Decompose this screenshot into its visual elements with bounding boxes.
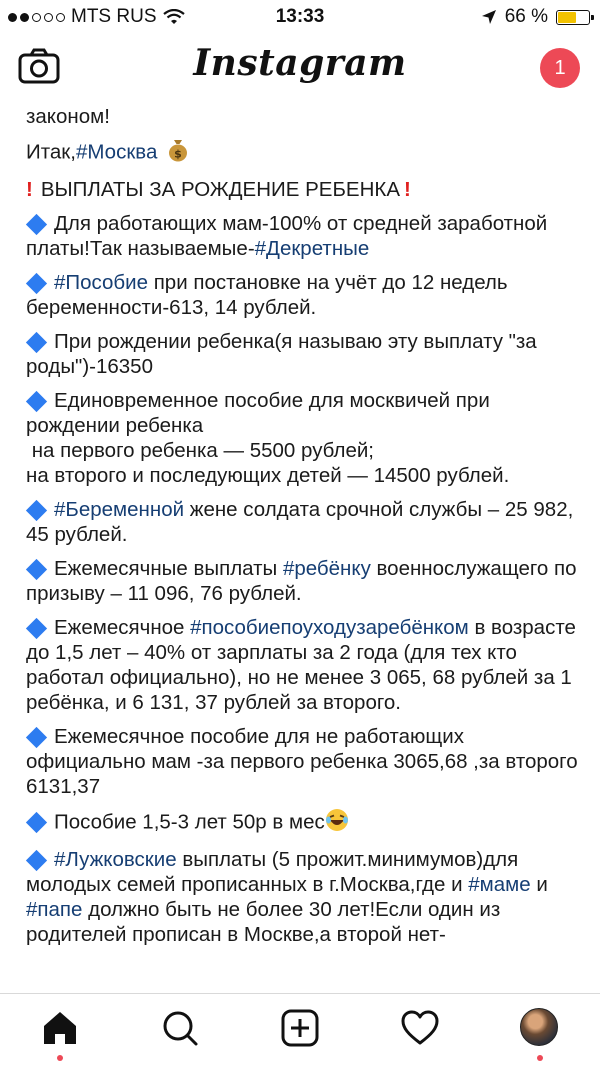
caption-paragraph: [26, 556, 582, 606]
red-exclamation-icon: !: [404, 178, 411, 201]
blue-diamond-icon: [26, 558, 47, 579]
blue-diamond-icon: [26, 849, 47, 870]
caption-text: должно быть не более 30 лет!Если один из родителей прописан в Москве,а второй нет-: [26, 898, 501, 946]
caption-paragraph: [26, 388, 582, 438]
battery-info: [481, 6, 590, 28]
status-bar: [0, 0, 600, 34]
caption-paragraph: [26, 497, 582, 547]
caption-paragraph: [26, 847, 582, 947]
hashtag-link[interactable]: #Лужковские: [54, 848, 177, 871]
hashtag-link[interactable]: #Москва: [75, 140, 158, 164]
notification-badge[interactable]: 1: [540, 48, 580, 88]
caption-paragraph: [26, 211, 582, 261]
battery-icon: [556, 10, 590, 25]
caption-text: при постановке на учёт до 12 недель беременности-613, 14 рублей.: [26, 271, 508, 319]
battery-percent: 66 %: [504, 6, 548, 27]
blue-diamond-icon: [26, 812, 47, 833]
caption-text: Итак,: [26, 140, 76, 164]
tab-activity[interactable]: [400, 1008, 440, 1048]
tab-add-post[interactable]: [280, 1008, 320, 1048]
caption-text: Ежемесячное: [54, 616, 191, 639]
caption-text: выплаты (5 прожит.минимумов)для молодых семей прописанных в г.Москва,где и: [26, 848, 519, 896]
caption-text: на второго и последующих детей — 14500 рублей.: [26, 464, 510, 487]
caption-text: Единовременное пособие для москвичей при рождении ребенка: [26, 389, 490, 437]
blue-diamond-icon: [26, 726, 47, 747]
active-indicator-dot: [57, 1055, 63, 1061]
caption-text: жене солдата срочной службы – 25 982, 45 рублей.: [26, 498, 574, 546]
home-icon: [40, 1008, 80, 1048]
hashtag-link[interactable]: #Декретные: [254, 237, 370, 260]
caption-paragraph: [26, 724, 582, 799]
caption-text: Ежемесячное пособие для не работающих официально мам -за первого ребенка 3065,68 ,за второго 6131,37: [26, 725, 578, 798]
carrier-name: MTS RUS: [71, 6, 157, 27]
tab-search[interactable]: [160, 1008, 200, 1048]
caption-text: в возрасте до 1,5 лет – 40% от зарплаты за 2 года (для тех кто работал официально), но не менее 3 065, 68 рублей за 1 ребёнка, и 6 131, 37 рублей за второго.: [26, 616, 576, 714]
caption-line: [26, 138, 582, 168]
caption-paragraph: [26, 808, 582, 838]
active-indicator-dot: [537, 1055, 543, 1061]
blue-diamond-icon: [26, 617, 47, 638]
blue-diamond-icon: [26, 272, 47, 293]
caption-line: [26, 104, 582, 129]
money-bag-icon: [167, 138, 189, 168]
hashtag-link[interactable]: #Пособие: [54, 271, 149, 294]
caption-paragraph: [26, 270, 582, 320]
red-exclamation-icon: !: [26, 178, 33, 201]
avatar: [520, 1008, 558, 1046]
location-arrow-icon: [481, 9, 497, 25]
caption-text: ВЫПЛАТЫ ЗА РОЖДЕНИЕ РЕБЕНКА: [40, 178, 401, 201]
caption-paragraph: [26, 329, 582, 379]
hashtag-link[interactable]: #ребёнку: [282, 557, 371, 580]
caption-text: Пособие 1,5-3 лет 50р в мес: [54, 810, 325, 834]
clock: 13:33: [275, 6, 325, 27]
blue-diamond-icon: [26, 499, 47, 520]
heart-icon: [400, 1008, 440, 1048]
caption-line: [26, 463, 582, 488]
tab-profile[interactable]: [520, 1008, 560, 1048]
blue-diamond-icon: [26, 331, 47, 352]
caption-text: на первого ребенка — 5500 рублей;: [26, 439, 374, 462]
hashtag-link[interactable]: #маме: [468, 873, 531, 896]
bottom-tab-bar: [0, 993, 600, 1066]
caption-text: военнослужащего по призыву – 11 096, 76 рублей.: [26, 557, 577, 605]
caption-text: При рождении ребенка(я называю эту выплату "за роды")-16350: [26, 330, 537, 378]
search-icon: [160, 1008, 200, 1048]
post-caption: [26, 104, 582, 956]
caption-text: Для работающих мам-100% от средней заработной платы!Так называемые-: [26, 212, 548, 260]
add-post-icon: [280, 1008, 320, 1048]
caption-text: законом!: [26, 105, 110, 128]
instagram-logo: Instagram: [193, 42, 407, 84]
hashtag-link[interactable]: #Беременной: [54, 498, 185, 521]
caption-paragraph: [26, 615, 582, 715]
post-content[interactable]: [0, 100, 600, 993]
blue-diamond-icon: [26, 213, 47, 234]
caption-line: [26, 177, 582, 202]
hashtag-link[interactable]: #папе: [26, 898, 83, 921]
caption-text: Ежемесячные выплаты: [54, 557, 283, 580]
laughing-emoji-icon: [325, 808, 349, 838]
caption-line: [26, 438, 582, 463]
blue-diamond-icon: [26, 390, 47, 411]
tab-home[interactable]: [40, 1008, 80, 1048]
app-header: [0, 34, 600, 100]
hashtag-link[interactable]: #пособиепоуходузаребёнком: [190, 616, 469, 639]
svg-text:$: $: [174, 147, 182, 161]
caption-text: и: [530, 873, 548, 896]
